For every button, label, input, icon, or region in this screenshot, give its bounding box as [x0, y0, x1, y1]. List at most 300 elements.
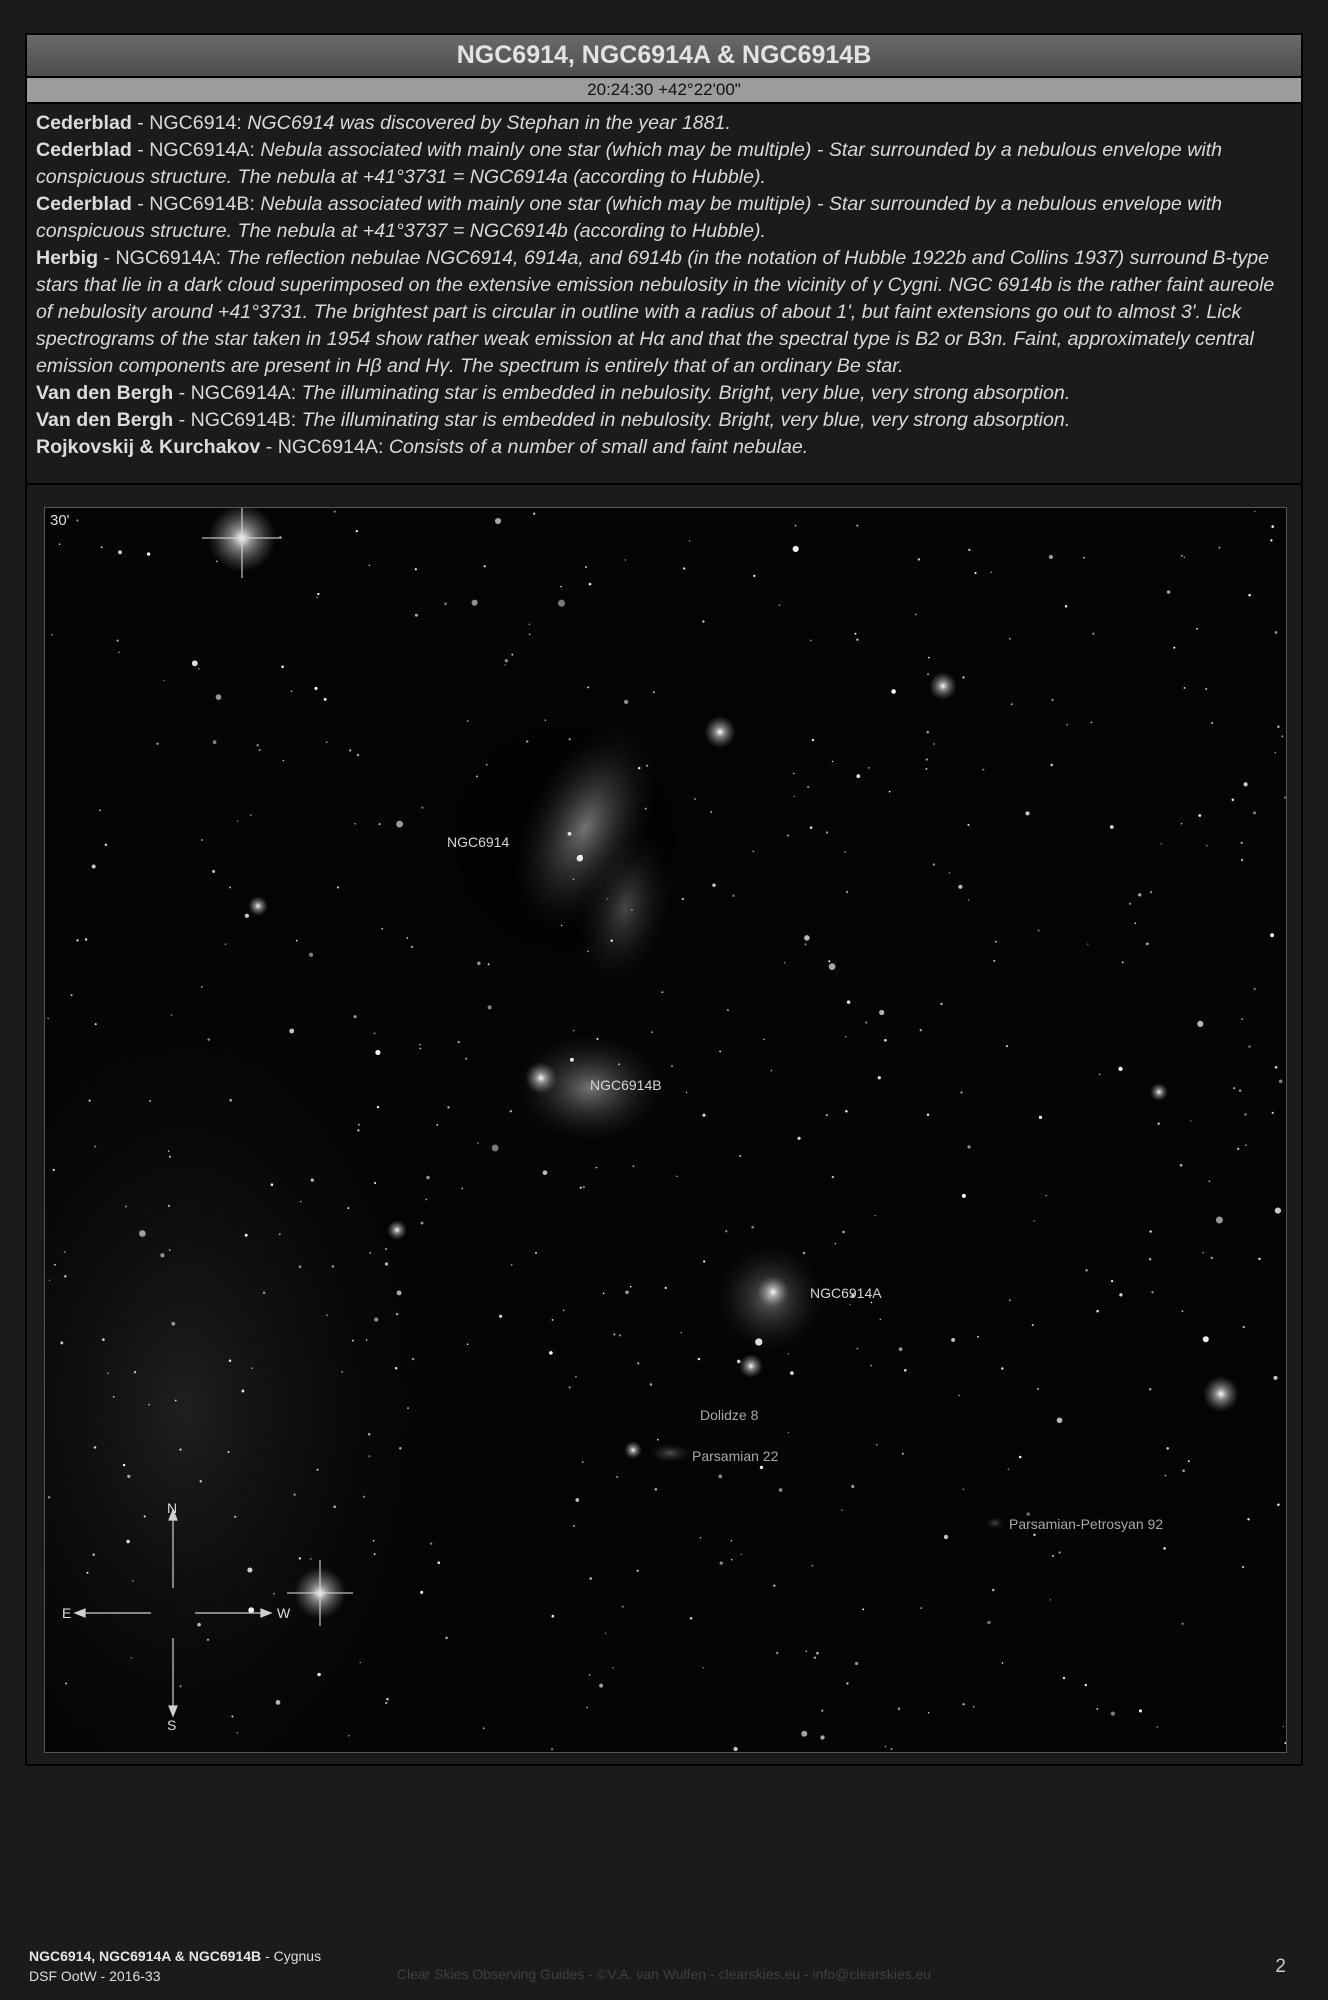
star: [575, 1376, 577, 1378]
compass-s-label: S: [167, 1717, 177, 1733]
star: [95, 1023, 97, 1025]
star: [105, 844, 108, 847]
star: [920, 1029, 922, 1031]
footer-title-line: NGC6914, NGC6914A & NGC6914B - Cygnus: [29, 1948, 322, 1964]
star: [467, 720, 469, 722]
star: [1038, 930, 1040, 932]
star: [228, 1451, 230, 1453]
star: [798, 1137, 801, 1140]
star: [845, 1110, 848, 1113]
star: [1216, 1217, 1223, 1224]
star: [76, 939, 78, 941]
star: [1110, 825, 1114, 829]
star: [326, 741, 328, 743]
star: [568, 832, 572, 836]
star: [237, 820, 239, 822]
star: [419, 1044, 420, 1045]
star: [192, 660, 198, 666]
star: [139, 1230, 146, 1237]
description-source: Van den Bergh: [36, 409, 174, 431]
star: [587, 686, 589, 688]
star: [603, 1292, 605, 1294]
star: [619, 1334, 621, 1336]
star: [289, 1029, 294, 1034]
star: [944, 1535, 948, 1539]
description-object: NGC6914B:: [149, 193, 255, 215]
star: [960, 1091, 962, 1093]
star: [918, 558, 920, 560]
star: [175, 1400, 177, 1402]
star: [1180, 1164, 1183, 1167]
description-entry: Cederblad - NGC6914: NGC6914 was discovered by Stephan in the year 1881.: [36, 112, 731, 134]
star: [1118, 1067, 1122, 1071]
star: [1275, 631, 1278, 634]
star: [1111, 1280, 1113, 1282]
star: [171, 1322, 175, 1326]
star: [795, 525, 797, 527]
star: [197, 1623, 201, 1627]
star: [1001, 1367, 1004, 1370]
star: [207, 1038, 210, 1041]
star: [256, 744, 259, 747]
star: [171, 1014, 172, 1015]
bright-star: [739, 1354, 763, 1378]
star: [731, 1540, 732, 1541]
star: [467, 1343, 469, 1345]
description-text: Consists of a number of small and faint nebulae.: [388, 436, 809, 458]
star: [962, 1194, 966, 1198]
star: [179, 1448, 181, 1450]
star: [856, 525, 858, 527]
star: [60, 1341, 63, 1344]
star: [101, 546, 103, 548]
star: [94, 1145, 96, 1147]
star: [793, 546, 799, 552]
star: [476, 776, 478, 778]
star: [804, 935, 810, 941]
star: [1166, 1447, 1169, 1450]
star: [168, 1150, 170, 1152]
star: [1057, 1417, 1063, 1423]
star: [725, 1230, 727, 1232]
star: [529, 634, 530, 635]
star: [348, 1735, 350, 1737]
star: [430, 1542, 432, 1544]
star: [87, 1572, 89, 1574]
star: [1151, 1291, 1153, 1293]
star: [1274, 752, 1276, 754]
description-entry: Van den Bergh - NGC6914A: The illuminating star is embedded in nebulosity. Bright, very blue, very strong absorption.: [36, 382, 1071, 404]
star: [510, 1110, 512, 1112]
star: [180, 1685, 182, 1687]
star: [216, 694, 222, 700]
star: [102, 1338, 105, 1341]
star: [968, 899, 969, 900]
star: [926, 731, 929, 734]
ngc6914b-star: [525, 1062, 557, 1094]
star: [974, 572, 976, 574]
star: [612, 1667, 613, 1668]
star: [1205, 688, 1207, 690]
star: [891, 1748, 893, 1750]
star: [1096, 1708, 1098, 1710]
star: [582, 1461, 584, 1463]
star: [575, 1498, 579, 1502]
star: [933, 743, 935, 745]
star: [573, 1030, 575, 1032]
star: [1059, 1552, 1061, 1554]
star: [1163, 1547, 1166, 1550]
star: [163, 680, 165, 682]
star: [310, 1558, 311, 1559]
star: [650, 1383, 653, 1386]
star: [990, 571, 992, 573]
star: [1233, 1087, 1235, 1089]
star: [982, 769, 984, 771]
star: [231, 1716, 233, 1718]
star: [368, 1433, 370, 1435]
star: [169, 1249, 171, 1251]
star: [49, 1280, 50, 1281]
star: [92, 865, 96, 869]
star: [296, 940, 298, 942]
description-object: NGC6914:: [149, 112, 242, 134]
star: [951, 1338, 955, 1342]
star: [107, 1372, 108, 1373]
star: [1281, 735, 1283, 737]
star: [904, 1369, 907, 1372]
star: [251, 1367, 253, 1369]
star: [891, 689, 896, 694]
star: [1091, 722, 1093, 724]
star: [426, 1176, 430, 1180]
star: [492, 1144, 499, 1151]
star: [420, 1591, 423, 1594]
star: [1037, 1388, 1039, 1390]
star: [587, 951, 588, 952]
label-ngc6914b: NGC6914B: [590, 1077, 662, 1093]
star: [719, 1051, 721, 1053]
star: [1206, 845, 1208, 847]
star: [549, 1351, 553, 1355]
star: [551, 1748, 553, 1750]
star: [116, 639, 118, 641]
star: [579, 855, 582, 858]
star: [915, 614, 917, 616]
star: [444, 602, 447, 605]
star: [920, 1607, 922, 1609]
star: [874, 1215, 876, 1217]
description-text: The illuminating star is embedded in nebulosity. Bright, very blue, very strong absorption.: [301, 409, 1071, 431]
star: [1049, 555, 1053, 559]
star: [632, 1165, 634, 1167]
star: [700, 1537, 702, 1539]
star: [618, 1063, 620, 1065]
star: [1254, 988, 1256, 990]
star: [484, 565, 486, 567]
label-parsamian-petrosyan92: Parsamian-Petrosyan 92: [1009, 1516, 1164, 1532]
star: [54, 1264, 56, 1266]
star: [357, 1129, 359, 1131]
star: [477, 962, 480, 965]
star: [646, 765, 648, 767]
footer-guide-id: DSF OotW - 2016-33: [29, 1968, 161, 1984]
star: [1160, 843, 1162, 845]
star: [198, 668, 199, 669]
star: [113, 1396, 115, 1398]
star: [967, 1145, 970, 1148]
star: [1119, 1293, 1122, 1296]
bright-star: [1203, 1376, 1239, 1412]
bright-star: [248, 896, 268, 916]
description-text: NGC6914 was discovered by Stephan in the year 1881.: [247, 112, 731, 134]
star: [596, 1038, 598, 1040]
star: [755, 1338, 762, 1345]
star: [1149, 1230, 1151, 1232]
star: [1111, 1711, 1115, 1715]
star: [472, 600, 478, 606]
star: [48, 1496, 51, 1499]
star: [1181, 823, 1182, 824]
star: [149, 1100, 151, 1102]
parsamian-petrosyan92-nebula: [985, 1517, 1005, 1529]
star: [374, 1553, 376, 1555]
star: [760, 1466, 763, 1469]
star: [816, 1652, 819, 1655]
star: [1051, 699, 1053, 701]
star: [899, 1347, 903, 1351]
star: [586, 1707, 588, 1709]
star-field-image: [44, 507, 1287, 1753]
star: [1173, 647, 1175, 649]
star: [690, 1617, 693, 1620]
star: [927, 1113, 929, 1115]
star: [271, 1183, 274, 1186]
star: [234, 1516, 236, 1518]
star: [273, 1593, 275, 1595]
star: [291, 690, 292, 691]
star: [1092, 632, 1094, 634]
star: [1009, 638, 1011, 640]
star: [977, 1336, 979, 1338]
star: [779, 604, 781, 606]
star: [1271, 525, 1274, 528]
star: [499, 1315, 502, 1318]
star: [805, 1650, 807, 1652]
star: [1270, 933, 1274, 937]
star: [845, 1036, 847, 1038]
star: [51, 634, 53, 636]
star: [118, 550, 122, 554]
star: [169, 1156, 171, 1158]
star: [229, 886, 231, 888]
description-entry: Cederblad - NGC6914A: Nebula associated with mainly one star (which may be multiple) - Star surrounded by a nebulous envelope with conspicuous structure. The nebula at +41°3731 = NGC6914a (according to Hubble).: [36, 139, 1223, 188]
star: [237, 1732, 239, 1734]
star: [630, 1286, 632, 1288]
star: [987, 1621, 990, 1624]
star: [386, 1698, 389, 1701]
star: [804, 943, 806, 945]
star: [377, 1106, 379, 1108]
description-source: Cederblad: [36, 139, 132, 161]
star: [511, 1264, 513, 1266]
star: [1244, 1113, 1246, 1115]
star: [645, 808, 647, 810]
star: [293, 1493, 295, 1495]
star: [1203, 1336, 1209, 1342]
star: [1184, 557, 1186, 559]
footer-constellation: Cygnus: [273, 1948, 322, 1964]
star: [558, 600, 565, 607]
description-object: NGC6914B:: [190, 409, 297, 431]
star: [160, 1253, 164, 1257]
star: [605, 1632, 607, 1634]
star: [1033, 1220, 1034, 1221]
star: [1002, 1662, 1004, 1664]
star: [334, 511, 336, 513]
star: [411, 946, 414, 949]
star: [123, 1464, 125, 1466]
star: [573, 1525, 575, 1527]
star: [316, 1469, 318, 1471]
star: [47, 1018, 48, 1019]
star: [1244, 782, 1248, 786]
star: [820, 1735, 824, 1739]
star: [397, 1290, 402, 1295]
star: [1218, 547, 1220, 549]
star: [529, 624, 531, 626]
star: [99, 809, 101, 811]
star: [1202, 1252, 1203, 1253]
star: [878, 1076, 881, 1079]
star: [324, 698, 327, 701]
star: [651, 1031, 653, 1033]
star: [1025, 811, 1029, 815]
star: [928, 1712, 930, 1714]
star: [461, 1188, 463, 1190]
description-source: Herbig: [36, 247, 99, 269]
star: [993, 960, 995, 962]
star: [356, 530, 358, 532]
star: [396, 1313, 398, 1315]
star: [279, 1233, 281, 1235]
star: [949, 872, 951, 874]
description-source: Van den Bergh: [36, 382, 174, 404]
star: [1196, 628, 1198, 630]
star: [438, 1561, 441, 1564]
star: [201, 986, 203, 988]
star: [395, 1367, 397, 1369]
star: [810, 826, 813, 829]
description-entry: Rojkovskij & Kurchakov - NGC6914A: Consists of a number of small and faint nebulae.: [36, 436, 809, 458]
star: [611, 940, 613, 942]
star: [373, 1540, 375, 1542]
compass-w-label: W: [277, 1605, 291, 1621]
star: [698, 1358, 701, 1361]
star: [354, 823, 356, 825]
star: [379, 823, 381, 825]
description-source: Rojkovskij & Kurchakov: [36, 436, 261, 458]
star: [276, 1700, 281, 1705]
star: [826, 831, 828, 833]
star: [741, 1553, 743, 1555]
star: [1150, 891, 1152, 893]
star: [788, 1353, 790, 1355]
star: [680, 1332, 682, 1334]
star: [671, 1065, 673, 1067]
bright-star: [387, 1220, 407, 1240]
star: [962, 1703, 964, 1705]
star: [625, 559, 626, 560]
star: [868, 767, 869, 768]
star: [71, 994, 73, 996]
star: [263, 1292, 266, 1295]
label-dolidze8: Dolidze 8: [700, 1407, 759, 1423]
description-text: Nebula associated with mainly one star (which may be multiple) - Star surrounded by a nebulous envelope with conspicuous structure. The nebula at +41°3737 = NGC6914b (according to Hubble).: [36, 193, 1223, 242]
star: [1279, 1079, 1283, 1083]
star: [814, 1657, 816, 1659]
star: [1190, 1120, 1192, 1122]
star: [1188, 1460, 1190, 1462]
star: [751, 1226, 754, 1229]
star: [844, 851, 846, 853]
star: [488, 963, 490, 965]
star: [902, 1453, 904, 1455]
star: [381, 928, 383, 930]
star: [1253, 811, 1256, 814]
star: [631, 909, 633, 911]
star: [131, 1657, 133, 1659]
star: [832, 761, 833, 762]
star: [300, 1201, 301, 1202]
star: [1209, 1180, 1211, 1182]
star: [1085, 1684, 1087, 1686]
star: [657, 1439, 659, 1441]
star: [486, 764, 488, 766]
star: [580, 1187, 582, 1189]
star: [314, 687, 317, 690]
star: [1065, 605, 1068, 608]
star: [958, 1395, 959, 1396]
star: [1254, 511, 1256, 513]
star: [968, 549, 970, 551]
star: [1033, 1534, 1035, 1536]
star: [199, 1480, 201, 1482]
star: [810, 639, 812, 641]
label-ngc6914a: NGC6914A: [810, 1285, 882, 1301]
star: [363, 1496, 365, 1498]
description-object: NGC6914A:: [277, 436, 384, 458]
star: [156, 743, 158, 745]
star: [1050, 1599, 1052, 1601]
star: [1248, 1045, 1251, 1048]
description-object: NGC6914A:: [115, 247, 222, 269]
star: [1182, 1469, 1185, 1472]
star: [1099, 1074, 1101, 1076]
star: [396, 821, 403, 828]
star: [201, 839, 203, 841]
description-source: Cederblad: [36, 193, 132, 215]
star: [1009, 1299, 1011, 1301]
star: [259, 749, 261, 751]
page-title: NGC6914, NGC6914A & NGC6914B: [27, 35, 1301, 78]
star: [53, 1169, 55, 1171]
star: [65, 1683, 67, 1685]
star: [373, 1032, 375, 1034]
star: [1275, 1207, 1281, 1213]
star: [89, 1100, 91, 1102]
star: [134, 1371, 136, 1373]
